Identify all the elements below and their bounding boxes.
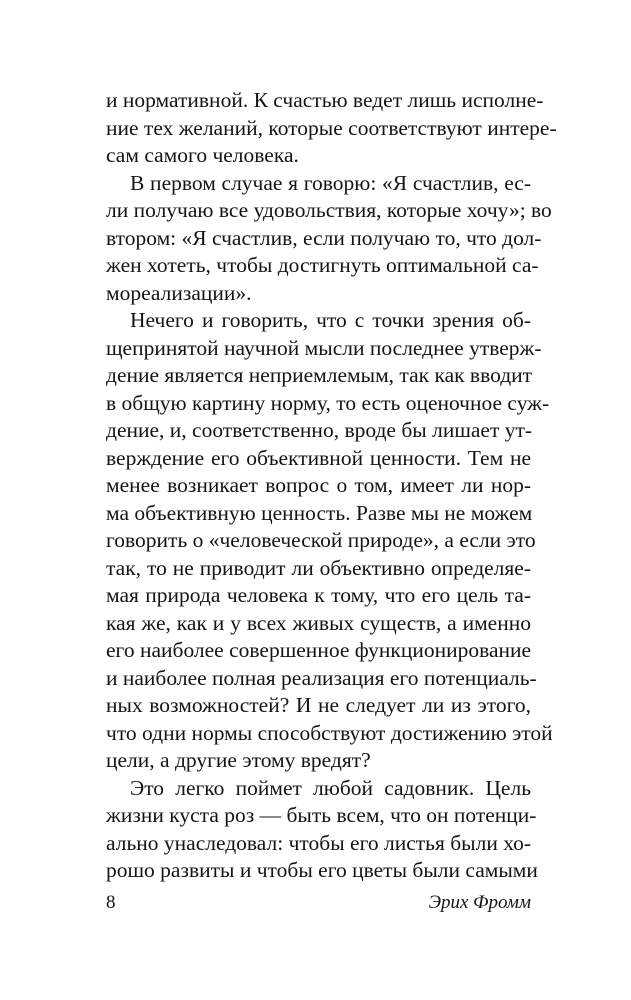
text-line: втором: «Я счастлив, если получаю то, что дол-	[106, 225, 542, 250]
text-line: жизни куста роз — быть всем, что он потенци-	[106, 803, 537, 827]
running-author: Эрих Фромм	[428, 892, 531, 913]
text-line: менее возникает вопрос о том, имеет ли нор-	[106, 473, 531, 497]
text-line: рошо развиты и чтобы его цветы были самыми	[106, 858, 538, 882]
text-line: и наиболее полная реализация его потенциаль-	[106, 665, 537, 690]
text-line: ли получаю все удовольствия, которые хочу»; во	[106, 198, 552, 222]
text-line: дение, и, соответственно, вроде бы лишает ут-	[106, 418, 533, 442]
text-line: его наиболее совершенное функционирование	[106, 638, 532, 662]
text-line: Это легко поймет любой садовник. Цель	[130, 775, 531, 800]
text-line: дение является неприемлемым, так как вводит	[106, 363, 533, 387]
text-line: ма объективную ценность. Разве мы не можем	[106, 500, 533, 525]
text-line: мореализации».	[106, 280, 252, 305]
text-line: Нечего и говорить, что с точки зрения об-	[130, 308, 531, 332]
text-line: говорить о «человеческой природе», а если это	[106, 528, 536, 552]
text-line: ных возможностей? И не следует ли из этого,	[106, 693, 531, 717]
text-line: ально унаследовал: чтобы его листья были хо-	[106, 830, 532, 855]
text-line: так, то не приводит ли объективно определяе-	[106, 555, 531, 580]
text-line: в общую картину норму, то есть оценочное суж-	[106, 390, 550, 415]
text-line: В первом случае я говорю: «Я счастлив, ес-	[130, 170, 531, 195]
body-text	[106, 87, 557, 885]
text-line: что одни нормы способствуют достижению этой	[106, 720, 553, 745]
page-number: 8	[106, 892, 116, 913]
text-line: щепринятой научной мысли последнее утверж-	[106, 335, 542, 360]
text-line: жен хотеть, чтобы достигнуть оптимальной са-	[106, 253, 539, 277]
text-line: верждение его объективной ценности. Тем не	[106, 445, 531, 470]
text-line: цели, а другие этому вредят?	[106, 748, 371, 772]
text-line: кая же, как и у всех живых существ, а именно	[106, 610, 531, 635]
text-line: мая природа человека к тому, что его цель та-	[106, 583, 531, 607]
text-line: ние тех желаний, которые соответствуют интере-	[106, 115, 557, 140]
text-line: и нормативной. К счастью ведет лишь исполне-	[106, 88, 544, 112]
page-footer	[106, 891, 531, 915]
text-line: сам самого человека.	[106, 143, 299, 167]
